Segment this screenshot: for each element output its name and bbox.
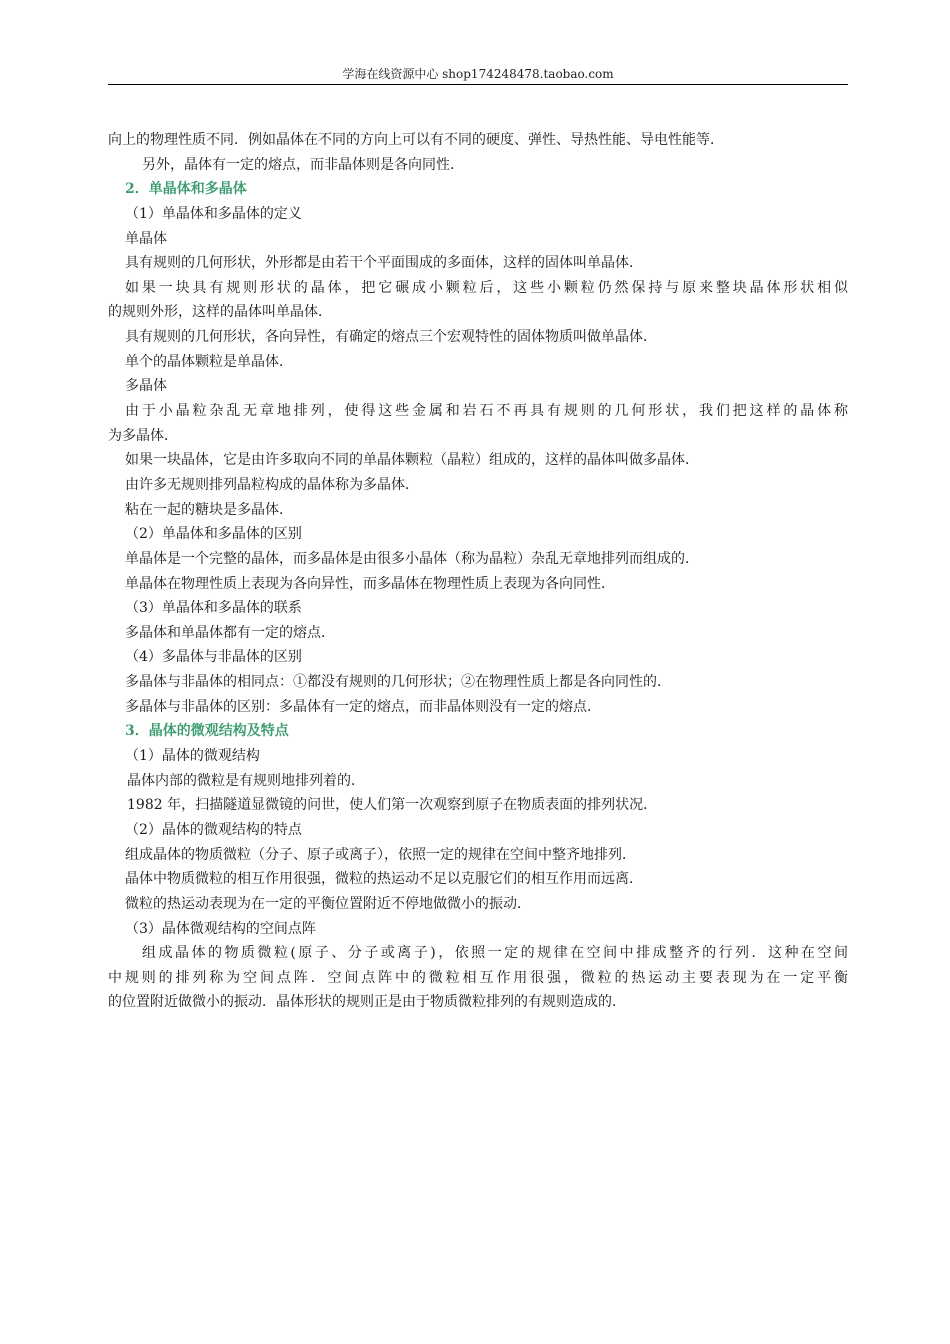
body-line: 粘在一起的糖块是多晶体． <box>125 501 293 518</box>
body-line: 的规则外形，这样的晶体叫单晶体． <box>108 304 332 321</box>
body-line: 由于小晶粒杂乱无章地排列，使得这些金属和岩石不再具有规则的几何形状，我们把这样的晶体称 <box>125 403 848 420</box>
term-heading: 单晶体 <box>125 230 167 247</box>
body-line: 如果一块具有规则形状的晶体，把它碾成小颗粒后，这些小颗粒仍然保持与原来整块晶体形状相似 <box>125 279 848 296</box>
body-line: 晶体内部的微粒是有规则地排列着的． <box>127 772 365 789</box>
body-line: 多晶体与非晶体的相同点：①都没有规则的几何形状；②在物理性质上都是各向同性的． <box>125 674 671 691</box>
body-line: 晶体中物质微粒的相互作用很强，微粒的热运动不足以克服它们的相互作用而远离． <box>125 871 643 888</box>
body-line: 1982 年，扫描隧道显微镜的问世，使人们第一次观察到原子在物质表面的排列状况． <box>127 797 658 814</box>
body-line: 由许多无规则排列晶粒构成的晶体称为多晶体． <box>125 476 419 493</box>
page-header: 学海在线资源中心 shop174248478.taobao.com <box>342 67 614 81</box>
body-line: 单晶体在物理性质上表现为各向异性，而多晶体在物理性质上表现为各向同性． <box>125 575 615 592</box>
body-line: 向上的物理性质不同．例如晶体在不同的方向上可以有不同的硬度、弹性、导热性能、导电性能等． <box>108 132 724 148</box>
subsection-heading: （3）晶体微观结构的空间点阵 <box>125 920 316 937</box>
body-line: 多晶体和单晶体都有一定的熔点． <box>125 624 335 641</box>
body-line: 具有规则的几何形状，外形都是由若干个平面围成的多面体，这样的固体叫单晶体． <box>125 255 643 272</box>
body-line: 另外，晶体有一定的熔点，而非晶体则是各向同性． <box>142 156 464 173</box>
body-line: 多晶体与非晶体的区别：多晶体有一定的熔点，而非晶体则没有一定的熔点． <box>125 698 601 715</box>
body-line: 如果一块晶体，它是由许多取向不同的单晶体颗粒（晶粒）组成的，这样的晶体叫做多晶体． <box>125 452 699 469</box>
subsection-heading: （2）单晶体和多晶体的区别 <box>125 526 302 543</box>
subsection-heading: （2）晶体的微观结构的特点 <box>125 821 302 838</box>
body-line: 具有规则的几何形状，各向异性，有确定的熔点三个宏观特性的固体物质叫做单晶体． <box>125 329 657 346</box>
body-line: 微粒的热运动表现为在一定的平衡位置附近不停地做微小的振动． <box>125 895 531 912</box>
subsection-heading: （1）晶体的微观结构 <box>125 748 260 765</box>
document-body <box>108 128 848 1015</box>
body-line: 单个的晶体颗粒是单晶体． <box>125 353 293 370</box>
body-line: 为多晶体． <box>108 427 178 444</box>
body-line: 的位置附近做微小的振动．晶体形状的规则正是由于物质微粒排列的有规则造成的． <box>108 994 626 1011</box>
section-heading: 2．单晶体和多晶体 <box>125 181 247 198</box>
body-line: 组成晶体的物质微粒(原子、分子或离子)，依照一定的规律在空间中排成整齐的行列．这种在空间 <box>142 945 848 962</box>
subsection-heading: （3）单晶体和多晶体的联系 <box>125 600 302 617</box>
body-line: 组成晶体的物质微粒（分子、原子或离子），依照一定的规律在空间中整齐地排列． <box>125 846 636 863</box>
header-divider <box>108 84 848 85</box>
body-line: 单晶体是一个完整的晶体，而多晶体是由很多小晶体（称为晶粒）杂乱无章地排列而组成的． <box>125 550 699 567</box>
subsection-heading: （4）多晶体与非晶体的区别 <box>125 649 302 666</box>
term-heading: 多晶体 <box>125 378 167 395</box>
section-heading: 3．晶体的微观结构及特点 <box>125 723 289 740</box>
subsection-heading: （1）单晶体和多晶体的定义 <box>125 205 302 222</box>
body-line: 中规则的排列称为空间点阵．空间点阵中的微粒相互作用很强，微粒的热运动主要表现为在一定平衡 <box>108 969 848 986</box>
